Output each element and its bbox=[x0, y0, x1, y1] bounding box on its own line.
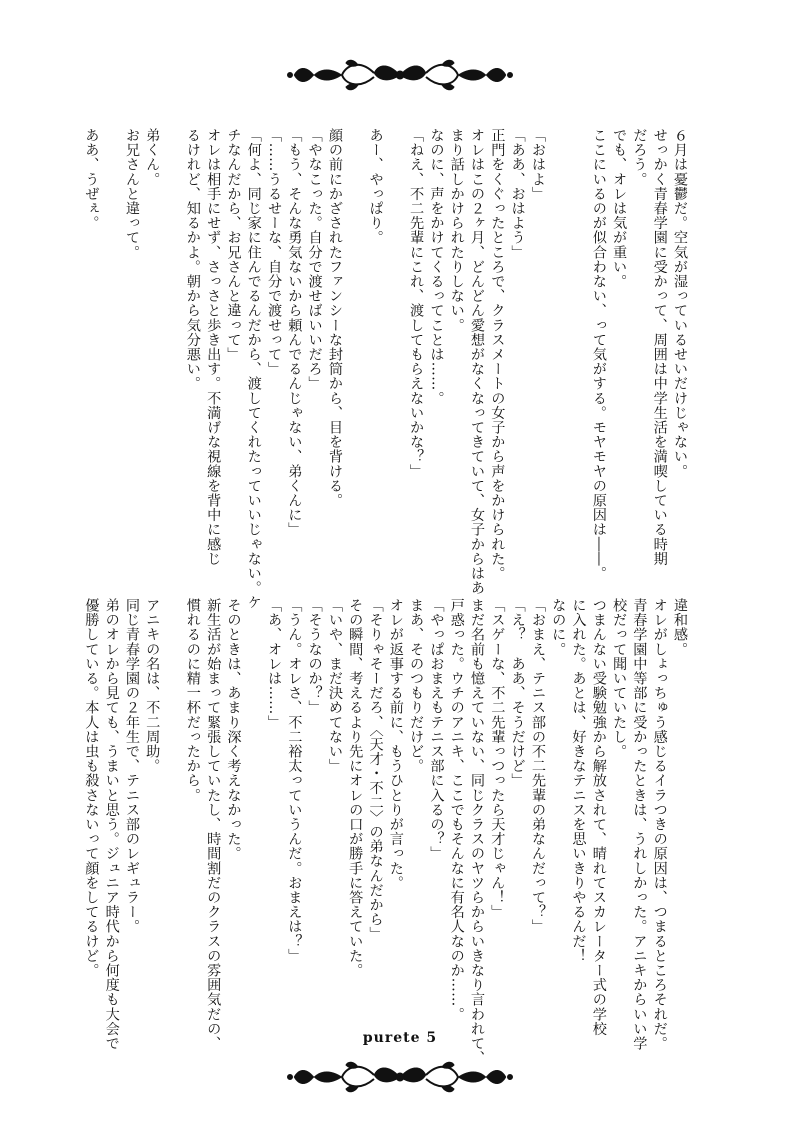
lower-text-column: まあ、そのつもりだけど。 bbox=[408, 598, 425, 774]
lower-text-column: 慣れるのに精一杯だったから。 bbox=[184, 598, 201, 803]
lower-text-column: に入れた。あとは、好きなテニスを思いきりやるんだ！ bbox=[570, 598, 587, 963]
upper-text-column: せっかく青春学園に受かって、周囲は中学生活を満喫している時期 bbox=[651, 128, 668, 566]
top-ornament bbox=[250, 55, 550, 95]
upper-text-column bbox=[548, 128, 568, 568]
upper-text-column: 正門をくぐったところで、クラスメートの女子から声をかけられた。 bbox=[489, 128, 506, 581]
lower-text-column: 戸惑った。ウチのアニキ、ここでもそんなに有名人なのか……。 bbox=[448, 598, 465, 1022]
lower-text-column: 「そりゃそーだろ、〈天才・不二〉の弟なんだから」 bbox=[367, 598, 384, 942]
lower-text-column: 「え？ ああ、そうだけど」 bbox=[509, 598, 526, 788]
lower-text-block bbox=[81, 598, 690, 1066]
upper-text-column: ああ、うぜぇ。 bbox=[83, 128, 100, 231]
upper-text-column: 弟くん。 bbox=[144, 128, 161, 187]
upper-text-column bbox=[162, 128, 182, 568]
upper-text-column bbox=[568, 128, 588, 568]
lower-text-column: アニキの名は、不二周助。 bbox=[144, 598, 161, 774]
lower-text-column: 優勝している。本人は虫も殺さないって顔をしてるけど。 bbox=[83, 598, 100, 978]
upper-text-column: あー、やっぱり。 bbox=[367, 128, 384, 245]
upper-text-column: お兄さんと違って。 bbox=[123, 128, 140, 260]
upper-text-block bbox=[81, 128, 690, 610]
upper-text-column: 顔の前にかざされたファンシーな封筒から、目を背ける。 bbox=[326, 128, 343, 508]
upper-text-column: チなんだから、お兄さんと違って」 bbox=[225, 128, 242, 362]
lower-text-column bbox=[162, 598, 182, 1048]
upper-text-column: 「ああ、おはよう」 bbox=[509, 128, 526, 260]
upper-text-column: オレは相手にせず、さっさと歩き出す。不満げな視線を背中に感じ bbox=[205, 128, 222, 566]
upper-text-column: 「おはよ」 bbox=[529, 128, 546, 201]
upper-text-column bbox=[345, 128, 365, 568]
upper-text-column: 「やなこった。自分で渡せばいいだろ」 bbox=[306, 128, 323, 391]
bottom-ornament bbox=[250, 1057, 550, 1097]
upper-text-column: 「……うるせーな、自分で渡せって」 bbox=[266, 128, 283, 377]
lower-text-column: 「スゲーな、不二先輩っつったら天才じゃん！」 bbox=[489, 598, 506, 920]
upper-text-column: るけれど、知るかよ。朝から気分悪い。 bbox=[184, 128, 201, 391]
upper-text-column: オレはこの２ヶ月、どんどん愛想がなくなってきていて、女子からはあ bbox=[469, 128, 486, 596]
lower-text-column: 青春学園中等部に受かったときは、うれしかった。アニキからいい学 bbox=[631, 598, 648, 1051]
lower-text-column: 弟のオレから見ても、うまいと思う。ジュニア時代から何度も大会で bbox=[103, 598, 120, 1051]
lower-text-column: オレが返事する前に、もうひとりが言った。 bbox=[387, 598, 404, 890]
lower-text-column: 新生活が始まって緊張していたし、時間割だのクラスの雰囲気だの、 bbox=[205, 598, 222, 1051]
page-folio: purete 5 bbox=[362, 1030, 438, 1046]
lower-text-column: その瞬間、考えるより先にオレの口が勝手に答えていた。 bbox=[347, 598, 364, 978]
upper-text-column: ６月は憂鬱だ。空気が湿っているせいだけじゃない。 bbox=[672, 128, 688, 479]
lower-text-column: 校だって聞いていたし。 bbox=[611, 598, 628, 759]
lower-text-column: 「いや、まだ決めてない」 bbox=[326, 598, 343, 774]
lower-text-column: つまんない受験勉強から解放されて、晴れてスカレーター式の学校 bbox=[590, 598, 607, 1036]
lower-text-column: 「うん。オレさ、不二裕太っていうんだ。おまえは？」 bbox=[286, 598, 303, 963]
upper-text-column: 「ねえ、不二先輩にこれ、渡してもらえないかな？」 bbox=[408, 128, 425, 479]
upper-text-column: 「もう、そんな勇気ないから頼んでるんじゃない、弟くんに」 bbox=[286, 128, 303, 537]
lower-text-column: なのに。 bbox=[550, 598, 567, 657]
lower-text-column: 「おまえ、テニス部の不二先輩の弟なんだって？」 bbox=[529, 598, 546, 934]
upper-text-column: まり話しかけられたりしない。 bbox=[448, 128, 465, 333]
lower-text-column: 「やっぱおまえもテニス部に入るの？」 bbox=[428, 598, 445, 861]
lower-text-column: オレがしょっちゅう感じるイラつきの原因は、つまるところそれだ。 bbox=[651, 598, 668, 1051]
lower-text-column: 「そうなのか？」 bbox=[306, 598, 323, 715]
upper-text-column: だろう。 bbox=[631, 128, 648, 187]
lower-text-column: まだ名前も憶えていない、同じクラスのヤツらからいきなり言われて、 bbox=[469, 598, 486, 1066]
upper-text-column bbox=[386, 128, 406, 568]
lower-text-column: 「あ、オレは……」 bbox=[266, 598, 283, 730]
lower-text-column: そのときは、あまり深く考えなかった。 bbox=[225, 598, 242, 861]
upper-text-column bbox=[101, 128, 121, 568]
upper-text-column: でも、オレは気が重い。 bbox=[611, 128, 628, 289]
lower-text-column bbox=[243, 598, 263, 1048]
lower-text-column: 同じ青春学園の２年生で、テニス部のレギュラー。 bbox=[123, 598, 140, 934]
upper-text-column: ここにいるのが似合わない、って気がする。モヤモヤの原因は――。 bbox=[590, 128, 607, 581]
lower-text-column: 違和感。 bbox=[672, 598, 688, 657]
upper-text-column: なのに、声をかけてくるってことは……。 bbox=[428, 128, 445, 406]
upper-text-column: 「何よ、同じ家に住んでるんだから、渡してくれたっていいじゃない。ケ bbox=[245, 128, 262, 610]
